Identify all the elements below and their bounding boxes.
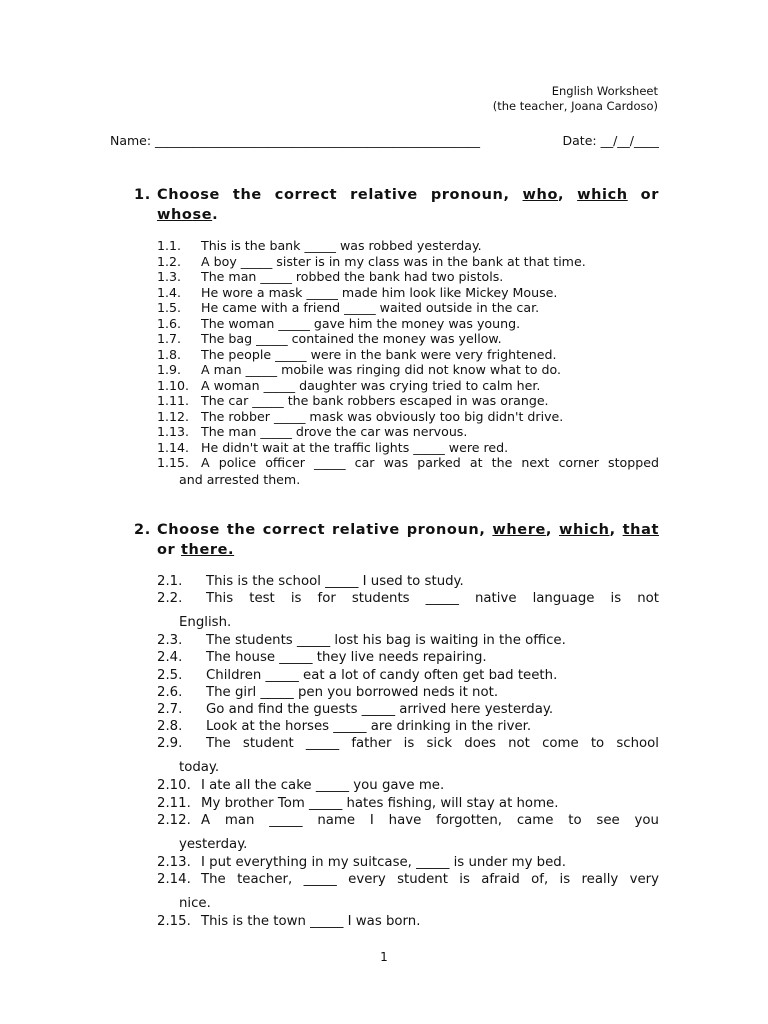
list-item: 2.8. Look at the horses _____ are drinking in the river.	[157, 719, 532, 735]
list-item: 2.14. The teacher, _____ every student is afraid of, is really very nice.	[157, 871, 659, 911]
list-item: 2.1. This is the school _____ I used to study.	[157, 574, 464, 589]
list-item: 1.11. The car _____ the bank robbers escaped in was orange.	[157, 393, 549, 408]
list-item: 1.10. A woman _____ daughter was crying tried to calm her.	[157, 377, 541, 393]
question-1-title	[134, 185, 659, 225]
list-item: 2.3. The students _____ lost his bag is waiting in the office.	[157, 633, 566, 649]
list-item: 2.12. A man _____ name I have forgotten, came to see you yesterday.	[157, 812, 659, 852]
list-item: 2.6. The girl _____ pen you borrowed neds it not.	[157, 684, 499, 700]
list-item: 2.9. The student _____ father is sick does not come to school today.	[157, 736, 659, 776]
list-item: 1.8. The people _____ were in the bank were very frightened.	[157, 346, 557, 362]
list-item: 1.5. He came with a friend _____ waited outside in the car.	[157, 300, 540, 315]
list-item: 2.15. This is the town _____ I was born.	[157, 913, 421, 929]
option-where: where	[492, 522, 546, 538]
question-number: 2.	[134, 522, 151, 538]
list-item: 2.10. I ate all the cake _____ you gave me.	[157, 778, 445, 794]
list-item: 1.12. The robber _____ mask was obviously too big didn't drive.	[157, 408, 564, 424]
list-item: 1.13. The man _____ drove the car was nervous.	[157, 424, 468, 439]
list-item: 1.3. The man _____ robbed the bank had two pistols.	[157, 269, 504, 284]
worksheet-header	[493, 84, 658, 114]
question-2-line-2: or there.	[157, 542, 235, 558]
list-item: 1.4. He wore a mask _____ made him look like Mickey Mouse.	[157, 284, 558, 300]
list-item: 2.4. The house _____ they live needs repairing.	[157, 650, 487, 666]
page-number: 1	[380, 950, 388, 964]
list-item: 1.15. A police officer _____ car was parked at the next corner stopped and arrested them.	[157, 455, 659, 487]
list-item: 1.2. A boy _____ sister is in my class was in the bank at that time.	[157, 253, 586, 269]
list-item: 2.7. Go and find the guests _____ arrived here yesterday.	[157, 701, 554, 717]
list-item: 1.1. This is the bank _____ was robbed yesterday.	[157, 238, 482, 253]
question-1-line-1: Choose the correct relative pronoun, who, which or	[157, 187, 659, 203]
question-number: 1.	[134, 187, 151, 203]
worksheet-title: English Worksheet	[551, 84, 658, 98]
list-item: 1.9. A man _____ mobile was ringing did not know what to do.	[157, 362, 561, 377]
name-field: Name: ____________________________________________________	[110, 133, 481, 148]
question-2-title	[134, 520, 659, 560]
list-item: 2.11. My brother Tom _____ hates fishing, will stay at home.	[157, 795, 559, 811]
list-item: 2.5. Children _____ eat a lot of candy often get bad teeth.	[157, 667, 558, 683]
question-1-line-2: whose.	[157, 207, 219, 223]
list-item: 1.14. He didn't wait at the traffic lights _____ were red.	[157, 439, 509, 455]
question-2-line-1: Choose the correct relative pronoun, where, which, that	[157, 522, 659, 538]
option-who: who	[522, 187, 559, 203]
option-there: there.	[180, 542, 235, 558]
option-which: which	[558, 522, 610, 538]
option-which: which	[577, 187, 628, 203]
date-field: Date: __/__/____	[562, 133, 659, 148]
option-that: that	[622, 522, 659, 538]
name-date-line	[110, 133, 659, 148]
option-whose: whose	[157, 207, 213, 223]
list-item: 2.13. I put everything in my suitcase, _____ is under my bed.	[157, 854, 566, 870]
list-item: 1.7. The bag _____ contained the money was yellow.	[157, 331, 502, 346]
question-1-list	[157, 238, 659, 490]
teacher-name: (the teacher, Joana Cardoso)	[492, 99, 658, 113]
question-2-list	[157, 573, 659, 930]
list-item: 2.2. This test is for students _____ native language is not English.	[157, 591, 659, 631]
list-item: 1.6. The woman _____ gave him the money was young.	[157, 315, 521, 331]
